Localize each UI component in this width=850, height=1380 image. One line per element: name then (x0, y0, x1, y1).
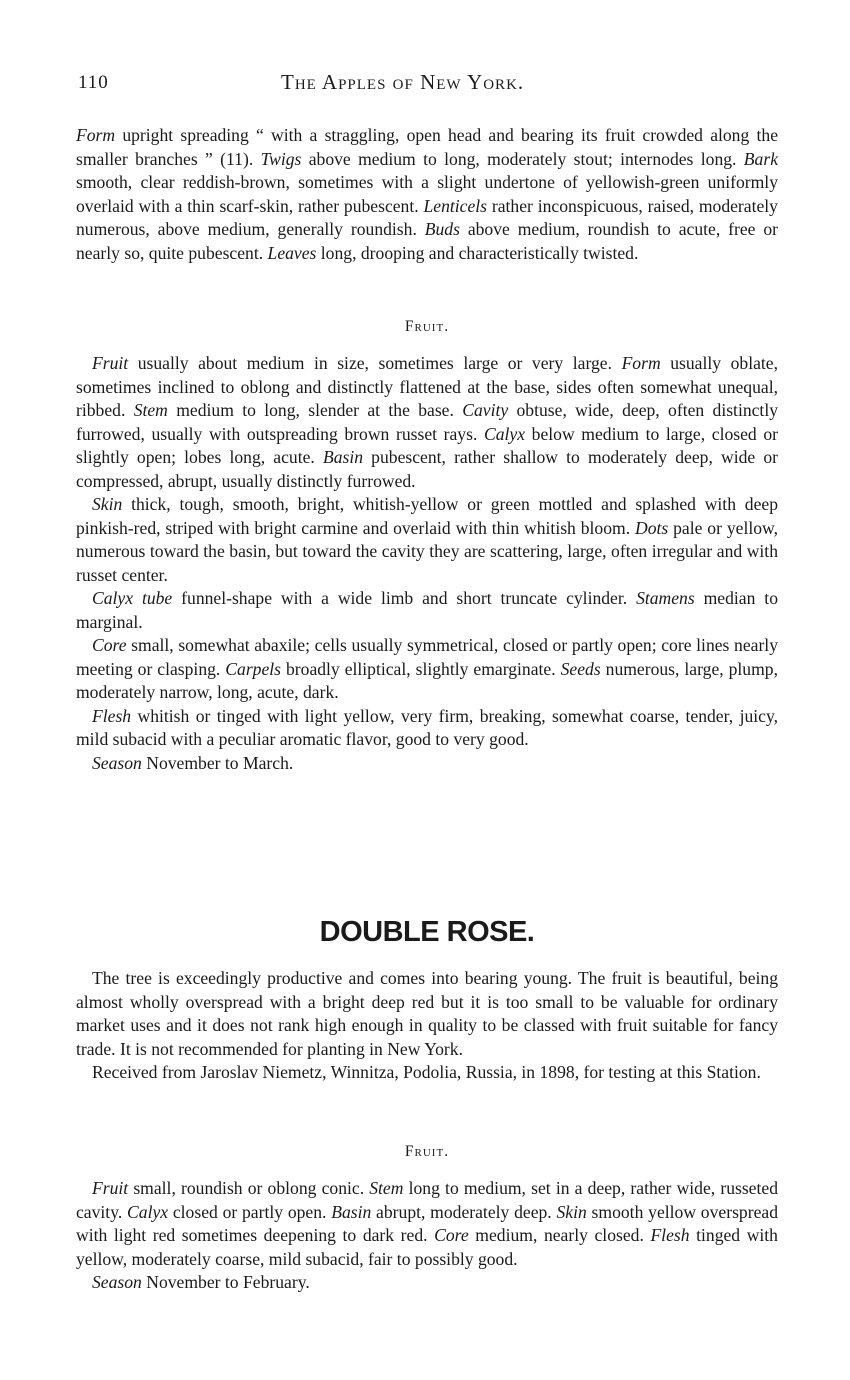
origin-paragraph: Received from Jaroslav Niemetz, Winnitza, Podolia, Russia, in 1898, for testing at this Station. (92, 1062, 761, 1082)
season-paragraph: Season November to March. (92, 752, 294, 773)
term-season: Season (92, 752, 142, 773)
running-title: The Apples of New York. (281, 70, 525, 94)
page-header (78, 70, 778, 100)
intro-paragraph: The tree is exceedingly productive and comes into bearing young. The fruit is beautiful, being almost wholly overspread with a bright deep red but it is too small to be valuable for ordinary market uses and it does not rank high enough in quality to be classed with fruit suitable for fancy trade. It is not recommended for planting in New York. (76, 968, 778, 1059)
term-skin: Skin (92, 494, 123, 514)
term-calyx: Calyx (483, 423, 526, 444)
term-core: Core (92, 635, 127, 655)
variety-title: DOUBLE ROSE. (319, 916, 535, 948)
fruit-description (76, 1177, 778, 1295)
term-stem: Stem (369, 1178, 404, 1198)
term-season: Season (92, 1272, 142, 1292)
term-calyx: Calyx (127, 1201, 169, 1222)
term-form: Form (76, 125, 116, 145)
calyx-tube-paragraph: Calyx tube funnel-shape with a wide limb and short truncate cylinder. Stamens median to marginal. (76, 588, 778, 632)
term-lenticels: Lenticels (423, 195, 488, 216)
term-twigs: Twigs (260, 148, 302, 169)
term-seeds: Seeds (560, 658, 601, 679)
term-form: Form (621, 353, 661, 373)
tree-paragraph: Form upright spreading “ with a straggling, open head and bearing its fruit crowded along the smaller branches ” (11). Twigs above medium to long, moderately stout; internodes long. Bark smooth, clear reddish-brown, sometimes with a slight undertone of yellowish-green uniformly overlaid with a thin scarf-skin, rather pubescent. Lenticels rather inconspicuous, raised, moderately numerous, above medium, generally roundish. Buds above medium, roundish to acute, free or nearly so, quite pubescent. Leaves long, drooping and characteristically twisted. (76, 125, 779, 263)
term-carpels: Carpels (225, 658, 282, 679)
tree-description (76, 124, 778, 265)
term-basin: Basin (331, 1201, 372, 1222)
term-cavity: Cavity (462, 400, 509, 420)
term-flesh: Flesh (92, 705, 132, 726)
variety-description (76, 967, 778, 1085)
fruit-paragraph: Fruit usually about medium in size, sometimes large or very large. Form usually oblate, sometimes inclined to oblong and distinctly flattened at the base, sides often somewhat unequal, ribbed. Stem medium to long, slender at the base. Cavity obtuse, wide, deep, often distinctly furrowed, usually with outspreading brown russet rays. Calyx below medium to large, closed or slightly open; lobes long, acute. Basin pubescent, rather shallow to moderately deep, wide or compressed, abrupt, usually distinctly furrowed. (76, 353, 779, 491)
term-leaves: Leaves (267, 242, 317, 263)
fruit-paragraph: Fruit small, roundish or oblong conic. Stem long to medium, set in a deep, rather wide, russeted cavity. Calyx closed or partly open. Basin abrupt, moderately deep. Skin smooth yellow overspread with light red sometimes deepening to dark red. Core medium, nearly closed. Flesh tinged with yellow, moderately coarse, mild subacid, fair to possibly good. (76, 1178, 778, 1269)
term-basin: Basin (322, 447, 364, 467)
term-skin: Skin (556, 1201, 587, 1222)
term-flesh: Flesh (650, 1225, 690, 1245)
term-calyx-tube: Calyx tube (92, 588, 173, 608)
term-buds: Buds (424, 219, 460, 239)
fruit-description (76, 352, 778, 775)
term-dots: Dots (634, 517, 669, 538)
term-fruit: Fruit (92, 1178, 129, 1198)
term-fruit: Fruit (92, 353, 129, 373)
page-number: 110 (78, 72, 109, 93)
term-core: Core (434, 1225, 469, 1245)
skin-paragraph: Skin thick, tough, smooth, bright, whitish-yellow or green mottled and splashed with deep pinkish-red, striped with bright carmine and overlaid with thin whitish bloom. Dots pale or yellow, numerous toward the basin, but toward the cavity they are scattering, large, often irregular and with russet center. (76, 494, 778, 585)
core-paragraph: Core small, somewhat abaxile; cells usually symmetrical, closed or partly open; core lines nearly meeting or clasping. Carpels broadly elliptical, slightly emarginate. Seeds numerous, large, plump, moderately narrow, long, acute, dark. (76, 635, 778, 702)
fruit-heading: Fruit. (404, 318, 450, 335)
fruit-heading: Fruit. (404, 1143, 450, 1160)
season-paragraph: Season November to February. (92, 1272, 310, 1292)
term-bark: Bark (743, 148, 778, 169)
term-stem: Stem (133, 400, 168, 420)
flesh-paragraph: Flesh whitish or tinged with light yellow, very firm, breaking, somewhat coarse, tender, juicy, mild subacid with a peculiar aromatic flavor, good to very good. (76, 705, 778, 749)
term-stamens: Stamens (636, 588, 695, 608)
